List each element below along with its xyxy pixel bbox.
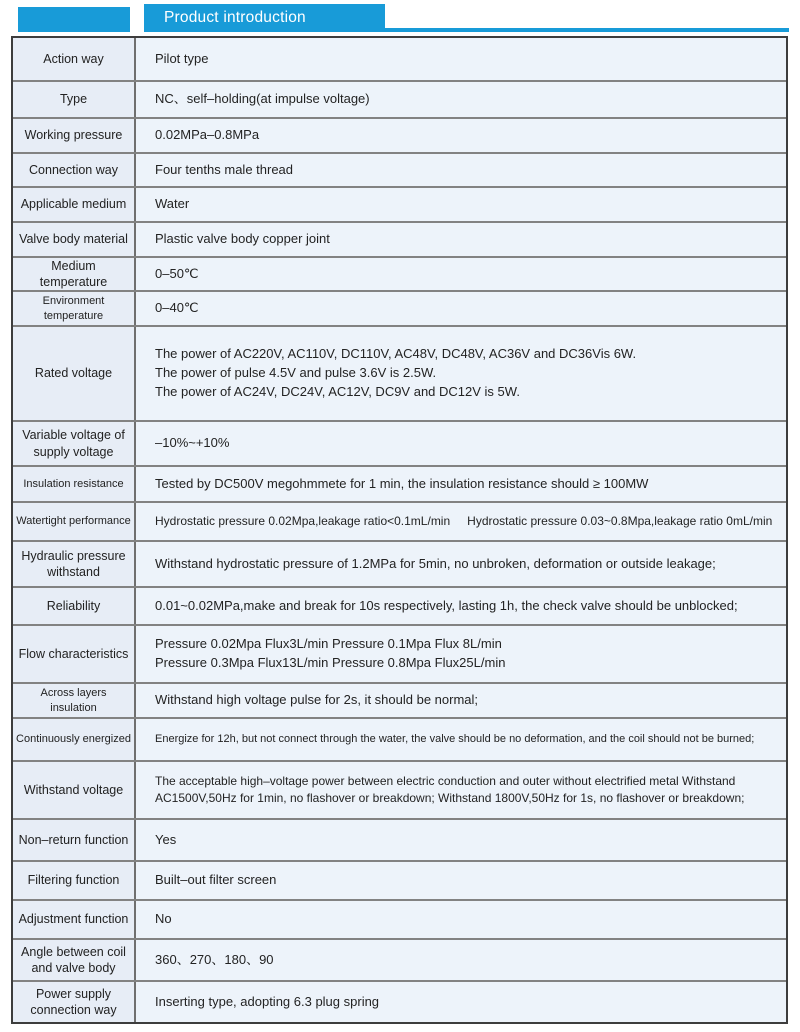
- row-value-cell: [136, 503, 786, 540]
- row-value-cell: [136, 862, 786, 899]
- table-row: [13, 38, 786, 82]
- row-label-cell: [13, 762, 136, 818]
- row-label-cell: [13, 820, 136, 860]
- row-value-cell: [136, 38, 786, 80]
- row-value-line: The power of AC24V, DC24V, AC12V, DC9V and DC12V is 5W.: [155, 383, 520, 399]
- row-label-cell: [13, 422, 136, 465]
- row-label: Power supply connection way: [30, 986, 117, 1017]
- row-label: Angle between coil and valve body: [21, 944, 126, 975]
- row-label-cell: [13, 940, 136, 980]
- table-row: [13, 188, 786, 223]
- row-label-cell: [13, 901, 136, 938]
- row-value-line: Tested by DC500V megohmmete for 1 min, the insulation resistance should ≥ 100MW: [155, 475, 649, 491]
- row-value-line: The acceptable high–voltage power between electric conduction and outer without electrified metal Withstand: [155, 773, 736, 788]
- table-row: [13, 258, 786, 292]
- table-row: [13, 588, 786, 626]
- table-row: [13, 422, 786, 467]
- row-label: Hydraulic pressure withstand: [21, 548, 126, 579]
- row-value-line: 0–50℃: [155, 265, 199, 281]
- row-value-line: AC1500V,50Hz for 1min, no flashover or breakdown; Withstand 1800V,50Hz for 1s, no flashover or breakdown;: [155, 791, 745, 805]
- row-value-cell: [136, 684, 786, 717]
- table-row: [13, 292, 786, 327]
- row-label: Adjustment function: [18, 912, 129, 927]
- row-value-line: –10%~+10%: [155, 435, 230, 451]
- page-title: Product introduction: [164, 9, 306, 26]
- table-row: [13, 820, 786, 862]
- row-label-cell: [13, 292, 136, 325]
- row-value-line: 0–40℃: [155, 300, 199, 316]
- table-row: [13, 719, 786, 762]
- table-row: [13, 982, 786, 1022]
- row-label: Rated voltage: [34, 366, 113, 381]
- row-value-cell: [136, 588, 786, 624]
- row-value-cell: [136, 82, 786, 117]
- row-value-cell: [136, 422, 786, 465]
- row-value-line: 0.02MPa–0.8MPa: [155, 127, 260, 143]
- table-row: [13, 940, 786, 982]
- row-value-line: [155, 513, 786, 530]
- row-value-line: NC、self–holding(at impulse voltage): [155, 91, 370, 107]
- row-value-line: Plastic valve body copper joint: [155, 231, 330, 247]
- row-value-cell: [136, 982, 786, 1022]
- table-row: [13, 154, 786, 188]
- row-value-cell: [136, 940, 786, 980]
- table-row: [13, 223, 786, 258]
- row-value-cell: [136, 542, 786, 586]
- row-label-cell: [13, 982, 136, 1022]
- row-value-line: Withstand hydrostatic pressure of 1.2MPa for 5min, no unbroken, deformation or outside leakage;: [155, 555, 716, 571]
- row-label: Across layers insulation: [40, 687, 107, 714]
- row-label: Withstand voltage: [23, 782, 124, 797]
- row-label-cell: [13, 258, 136, 290]
- row-value-line: Pressure 0.3Mpa Flux13L/min Pressure 0.8Mpa Flux25L/min: [155, 655, 506, 670]
- row-label-cell: [13, 38, 136, 80]
- row-value-line: Energize for 12h, but not connect through the water, the valve should be no deformation, and the coil should not be burned;: [155, 732, 755, 745]
- row-value-cell: [136, 258, 786, 290]
- row-label-cell: [13, 503, 136, 540]
- row-value-cell: [136, 327, 786, 420]
- row-value-cell: [136, 762, 786, 818]
- spec-table: [11, 36, 788, 1024]
- row-label-cell: [13, 327, 136, 420]
- header-accent-bar: [18, 7, 130, 32]
- row-label: Watertight performance: [16, 515, 131, 528]
- row-label: Non–return function: [18, 832, 129, 847]
- table-row: [13, 119, 786, 154]
- row-value-cell: [136, 719, 786, 760]
- row-value-line: Withstand high voltage pulse for 2s, it should be normal;: [155, 692, 479, 708]
- header-banner: [144, 4, 385, 32]
- row-label: Continuously energized: [16, 733, 131, 746]
- row-label: Filtering function: [27, 873, 120, 888]
- row-label: Variable voltage of supply voltage: [22, 428, 125, 459]
- table-row: [13, 542, 786, 588]
- row-label-cell: [13, 467, 136, 501]
- table-row: [13, 327, 786, 422]
- row-label-cell: [13, 588, 136, 624]
- row-value-line: Four tenths male thread: [155, 161, 294, 177]
- row-value-line: 360、270、180、90: [155, 951, 274, 967]
- row-label-cell: [13, 626, 136, 682]
- row-value-cell: [136, 223, 786, 256]
- table-row: [13, 503, 786, 542]
- row-value-line: Pressure 0.02Mpa Flux3L/min Pressure 0.1Mpa Flux 8L/min: [155, 636, 502, 652]
- row-value-segment: Hydrostatic pressure 0.02Mpa,leakage ratio<0.1mL/min: [155, 513, 451, 528]
- table-row: [13, 626, 786, 684]
- row-label-cell: [13, 684, 136, 717]
- row-value-line: The power of AC220V, AC110V, DC110V, AC48V, DC48V, AC36V and DC36Vis 6W.: [155, 346, 637, 362]
- row-value-line: Yes: [155, 831, 177, 847]
- row-label: Action way: [43, 51, 104, 66]
- row-value-line: Built–out filter screen: [155, 872, 277, 888]
- row-value-line: Pilot type: [155, 50, 209, 66]
- header-underline: [385, 28, 789, 32]
- row-label: Reliability: [46, 598, 101, 613]
- row-label: Valve body material: [19, 232, 128, 247]
- row-label-cell: [13, 82, 136, 117]
- row-label: Type: [59, 92, 88, 107]
- row-value-cell: [136, 626, 786, 682]
- row-label-cell: [13, 542, 136, 586]
- table-row: [13, 862, 786, 901]
- row-label: Environment temperature: [42, 295, 105, 322]
- table-row: [13, 684, 786, 719]
- row-label: Medium temperature: [39, 258, 108, 289]
- row-label-cell: [13, 119, 136, 152]
- row-label-cell: [13, 223, 136, 256]
- row-value-line: No: [155, 911, 172, 927]
- row-value-cell: [136, 154, 786, 186]
- row-value-line: The power of pulse 4.5V and pulse 3.6V is 2.5W.: [155, 365, 437, 381]
- row-value-line: 0.01~0.02MPa,make and break for 10s respectively, lasting 1h, the check valve should be unblocked;: [155, 597, 738, 613]
- row-value-line: Inserting type, adopting 6.3 plug spring: [155, 993, 380, 1009]
- row-label-cell: [13, 719, 136, 760]
- row-value-line: Water: [155, 196, 190, 212]
- row-label-cell: [13, 154, 136, 186]
- row-value-cell: [136, 188, 786, 221]
- row-value-cell: [136, 119, 786, 152]
- table-row: [13, 467, 786, 503]
- table-row: [13, 82, 786, 119]
- row-label: Insulation resistance: [23, 477, 124, 490]
- row-value-cell: [136, 901, 786, 938]
- row-value-cell: [136, 467, 786, 501]
- table-row: [13, 762, 786, 820]
- row-label: Connection way: [29, 162, 118, 177]
- row-label-cell: [13, 862, 136, 899]
- row-value-cell: [136, 820, 786, 860]
- row-label: Applicable medium: [20, 197, 127, 212]
- row-value-segment: Hydrostatic pressure 0.03~0.8Mpa,leakage ratio 0mL/min: [467, 513, 773, 528]
- row-value-cell: [136, 292, 786, 325]
- row-label: Working pressure: [24, 128, 123, 143]
- row-label-cell: [13, 188, 136, 221]
- row-label: Flow characteristics: [18, 646, 129, 661]
- table-row: [13, 901, 786, 940]
